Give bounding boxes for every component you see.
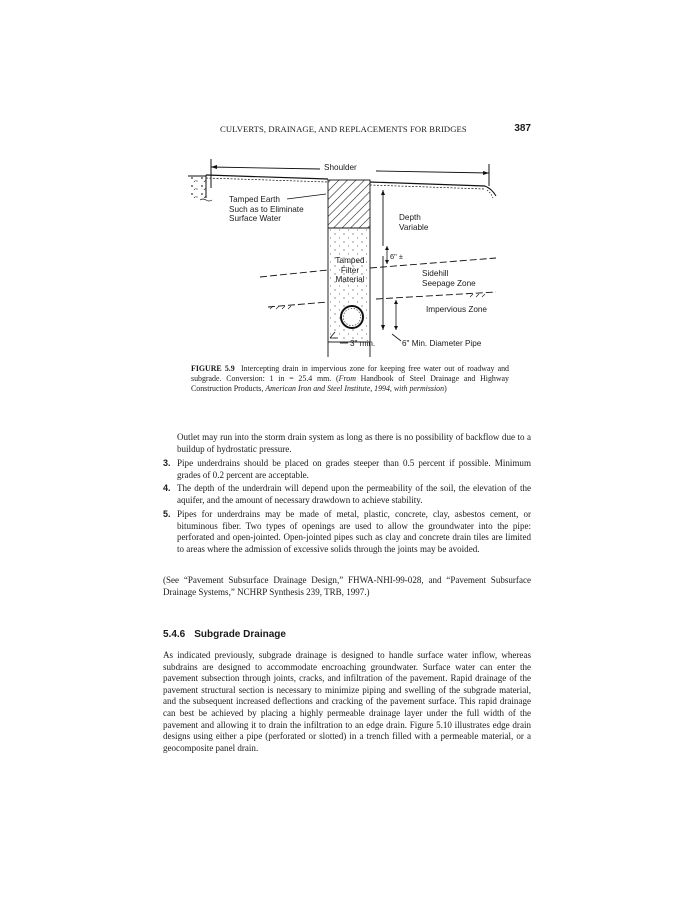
caption-source: Handbook of Steel Drainage and Highway Construction Products, [191, 374, 509, 394]
label-pipe: 6" Min. Diameter Pipe [402, 339, 482, 348]
list-number: 4. [163, 483, 171, 493]
caption-publisher: American Iron and Steel Institute, 1994, with permission [265, 384, 445, 394]
list-text: The depth of the underdrain will depend upon the permeability of the soil, the elevation of the aquifer, and the amount of necessary drawdown to achieve stability. [177, 483, 531, 505]
list-number: 5. [163, 509, 171, 519]
label-sidehill-seepage: Sidehill Seepage Zone [422, 269, 476, 288]
figure-caption [191, 364, 509, 395]
label-depth-variable: Depth Variable [399, 213, 429, 232]
caption-from: From [338, 374, 356, 384]
label-tamped-filter: Tamped Filter Material [335, 256, 365, 285]
page-number: 387 [514, 123, 531, 134]
running-title: CULVERTS, DRAINAGE, AND REPLACEMENTS FOR BRIDGES [220, 124, 467, 134]
continuation-text: Outlet may run into the storm drain system as long as there is no possibility of backflow due to a buildup of hydrostatic pressure. [177, 432, 531, 454]
list-number: 3. [163, 458, 171, 468]
caption-text: Intercepting drain in impervious zone for keeping free water out of roadway and subgrade. Conversion: 1 in = 25.4 mm. ( [191, 364, 510, 384]
list-text: Pipes for underdrains may be made of metal, plastic, concrete, clay, asbestos cement, or bituminous fiber. Two types of openings are used to allow the groundwater into the pipe: perforated and open-jointed. Open-jointed pipes such as clay and concrete drain tiles are limited to areas where the admission of excessive solids through the joints may be avoided. [177, 509, 531, 554]
reference-paragraph: (See “Pavement Subsurface Drainage Design,” FHWA-NHI-99-028, and “Pavement Subsurface Drainage Systems,” NCHRP Synthesis 239, TRB, 1997.) [163, 575, 531, 597]
label-impervious-zone: Impervious Zone [426, 305, 487, 314]
label-three-inch-min: 3" min. [350, 339, 376, 348]
figure-5-9 [180, 152, 516, 362]
section-title: Subgrade Drainage [194, 629, 286, 640]
section-number: 5.4.6 [163, 629, 186, 640]
running-header [163, 124, 531, 138]
section-heading [163, 629, 286, 640]
list-text: Pipe underdrains should be placed on grades steeper than 0.5 percent if possible. Minimum grades of 0.2 percent are acceptable. [177, 458, 531, 480]
label-shoulder: Shoulder [324, 163, 357, 172]
label-six-inch: 6" ± [390, 252, 404, 261]
caption-end: ) [444, 384, 447, 394]
body-paragraph: As indicated previously, subgrade drainage is designed to handle surface water inflow, whereas subdrains are designed to accommodate encroaching groundwater. Surface water can enter the pavement subsection through joints, cracks, and infiltration of the pavement. Rapid drainage of the pavement structural section is necessary to minimize piping and swelling of the subgrade material, and the subsequent increased deflections and cracking of the pavement surface. This rapid drainage can best be achieved by placing a highly permeable drainage layer under the full width of the pavement and allowing it to drain the infiltration to an edge drain. Figure 5.10 illustrates edge drain designs using either a pipe (perforated or slotted) in a trench filled with a permeable material, or a geocomposite panel drain. [163, 650, 531, 753]
caption-label: FIGURE 5.9 [191, 364, 235, 373]
label-tamped-earth: Tamped Earth Such as to Eliminate Surface Water [229, 195, 304, 224]
